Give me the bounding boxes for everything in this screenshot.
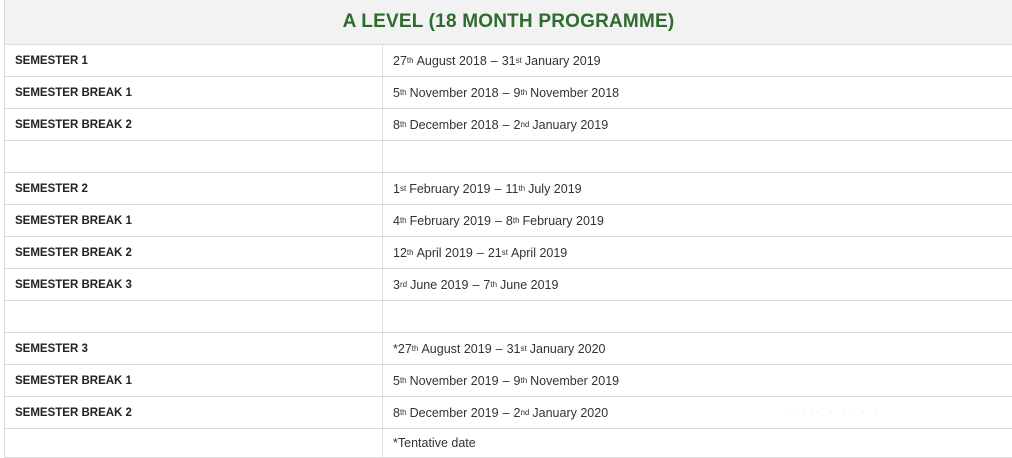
end-day-suffix: nd [520,120,529,129]
period-dates [383,45,1012,77]
end-day: 2 [514,118,521,132]
start-day-suffix: th [407,248,414,257]
period-label: SEMESTER BREAK 2 [5,109,383,141]
start-day: 5 [393,374,400,388]
start-month-year: August 2018 [417,54,487,68]
empty-cell [383,141,1012,173]
date-separator: – [499,86,514,100]
start-month-year: April 2019 [417,246,473,260]
start-day-suffix: st [400,184,406,193]
table-row [5,365,1012,397]
period-label: SEMESTER 3 [5,333,383,365]
end-day: 11 [505,182,518,196]
end-day: 31 [507,342,521,356]
end-day-suffix: st [502,248,508,257]
end-month-year: November 2018 [530,86,619,100]
end-month-year: April 2019 [511,246,567,260]
end-day: 9 [514,374,521,388]
date-separator: – [468,278,483,292]
end-day-suffix: nd [520,408,529,417]
period-dates [383,365,1012,397]
end-month-year: January 2020 [532,406,608,420]
end-day-suffix: th [520,88,527,97]
watermark: · ··· · ·· · · [790,406,1010,436]
end-day: 8 [506,214,513,228]
table-row [5,45,1012,77]
end-month-year: January 2019 [525,54,601,68]
empty-cell [383,301,1012,333]
end-month-year: January 2019 [532,118,608,132]
start-day-suffix: th [400,120,407,129]
table-row [5,237,1012,269]
start-month-year: August 2019 [421,342,491,356]
start-day: 27 [393,54,407,68]
table-title: A LEVEL (18 MONTH PROGRAMME) [343,11,675,33]
table-row [5,77,1012,109]
start-month-year: November 2019 [410,374,499,388]
period-dates [383,205,1012,237]
table-row [5,397,1012,429]
end-day: 21 [488,246,502,260]
start-day: 8 [393,406,400,420]
table-title-bar [4,0,1012,45]
end-day-suffix: th [513,216,520,225]
start-month-year: December 2019 [410,406,499,420]
end-day-suffix: th [520,376,527,385]
period-label: SEMESTER BREAK 2 [5,237,383,269]
end-day: 9 [514,86,521,100]
date-separator: – [491,214,506,228]
date-separator: – [487,54,502,68]
spacer-row [5,141,1012,173]
end-day-suffix: st [516,56,522,65]
start-day: 8 [393,118,400,132]
period-dates [383,109,1012,141]
table-row [5,173,1012,205]
period-dates [383,397,1012,429]
end-day-suffix: th [518,184,525,193]
start-day: 4 [393,214,400,228]
date-separator: – [499,118,514,132]
start-month-year: February 2019 [410,214,491,228]
start-month-year: June 2019 [410,278,468,292]
start-day: 3 [393,278,400,292]
end-day-suffix: th [490,280,497,289]
start-day-suffix: th [400,216,407,225]
end-month-year: July 2019 [528,182,582,196]
start-day: 1 [393,182,400,196]
period-label: SEMESTER 1 [5,45,383,77]
start-month-year: February 2019 [409,182,490,196]
start-month-year: December 2018 [410,118,499,132]
end-day-suffix: st [521,344,527,353]
start-month-year: November 2018 [410,86,499,100]
period-dates [383,269,1012,301]
date-separator: – [492,342,507,356]
date-separator: – [499,406,514,420]
start-day: 12 [393,246,407,260]
end-month-year: November 2019 [530,374,619,388]
start-day-suffix: th [407,56,414,65]
period-label: SEMESTER BREAK 1 [5,205,383,237]
period-label: SEMESTER BREAK 1 [5,365,383,397]
period-dates [383,237,1012,269]
end-month-year: January 2020 [530,342,606,356]
end-day: 31 [502,54,516,68]
period-dates [383,173,1012,205]
end-day: 2 [514,406,521,420]
empty-cell [5,141,383,173]
table-row [5,269,1012,301]
period-label: SEMESTER 2 [5,173,383,205]
date-separator: – [499,374,514,388]
start-day-suffix: th [412,344,419,353]
empty-cell [5,429,383,458]
table-row [5,333,1012,365]
start-day-suffix: th [400,88,407,97]
period-label: SEMESTER BREAK 1 [5,77,383,109]
start-day-suffix: th [400,408,407,417]
table-row [5,205,1012,237]
end-month-year: June 2019 [500,278,558,292]
period-label: SEMESTER BREAK 3 [5,269,383,301]
date-separator: – [491,182,506,196]
table-row [5,109,1012,141]
spacer-row [5,301,1012,333]
period-label: SEMESTER BREAK 2 [5,397,383,429]
period-dates [383,333,1012,365]
empty-cell [5,301,383,333]
start-day-suffix: rd [400,280,407,289]
start-day: *27 [393,342,412,356]
end-month-year: February 2019 [523,214,604,228]
semester-schedule-table [4,45,1012,458]
date-separator: – [473,246,488,260]
period-dates [383,77,1012,109]
start-day: 5 [393,86,400,100]
end-day: 7 [483,278,490,292]
note-row [5,429,1012,458]
tentative-note: *Tentative date [383,429,1012,458]
start-day-suffix: th [400,376,407,385]
